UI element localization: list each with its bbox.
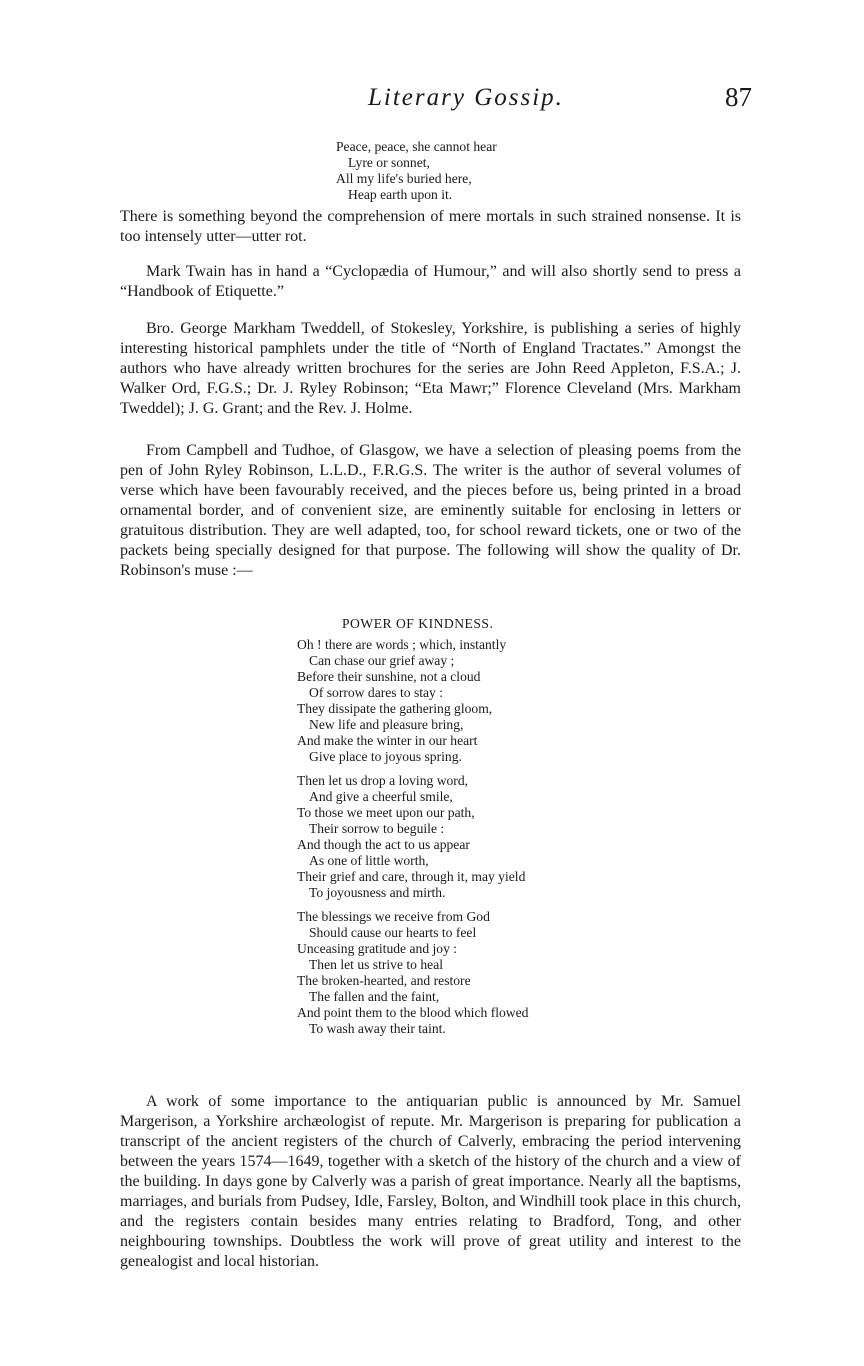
poem-line: To joyousness and mirth. [309,885,446,900]
poem-line: Should cause our hearts to feel [309,925,477,940]
poem-line: The broken-hearted, and restore [297,973,471,988]
paragraph-mark-twain [120,262,741,302]
poem-line: Then let us drop a loving word, [297,773,469,788]
poem-title: POWER OF KINDNESS. [342,616,494,631]
poem-line: And give a cheerful smile, [309,789,453,804]
poem-line: As one of little worth, [309,853,429,868]
poem-line: Unceasing gratitude and joy : [297,941,458,956]
running-title: Literary Gossip. [368,84,564,111]
paragraph: Bro. George Markham Tweddell, of Stokesley, Yorkshire, is publishing a series of highly interesting historical pamphlets under the title of “North of England Tractates.” Amongst the authors who have already written brochures for the series are John Reed Appleton, F.S.A.; J. Walker Ord, F.G.S.; Dr. J. Ryley Robinson; “Eta Mawr;” Florence Cleveland (Mrs. Markham Tweddel); J. G. Grant; and the Rev. J. Holme. [120,320,741,417]
poem-stanza-2 [297,773,525,901]
verse-line: Heap earth upon it. [348,187,453,202]
poem-line: Then let us strive to heal [309,957,444,972]
paragraph-margerison [120,1092,741,1272]
paragraph-rot [120,207,741,247]
poem-line: The blessings we receive from God [297,909,490,924]
poem-line: And make the winter in our heart [297,733,478,748]
poem-line: Before their sunshine, not a cloud [297,669,481,684]
poem-stanza-3 [297,909,528,1037]
poem-line: The fallen and the faint, [309,989,440,1004]
poem-line: And though the act to us appear [297,837,470,852]
paragraph: There is something beyond the comprehension of mere mortals in such strained nonsense. It is too intensely utter—utter rot. [120,208,741,245]
paragraph-robinson [120,441,741,581]
paragraph: A work of some importance to the antiquarian public is announced by Mr. Samuel Margerison, a Yorkshire archæologist of repute. Mr. Margerison is preparing for publication a transcript of the ancient registers of the church of Calverly, embracing the period intervening between the years 1574—1649, together with a sketch of the history of the church and a view of the building. In days gone by Calverly was a parish of great importance. Nearly all the baptisms, marriages, and burials from Pudsey, Idle, Farsley, Bolton, and Windhill took place in this church, and the registers contain besides many entries relating to Bradford, Tong, and other neighbouring townships. Doubtless the work will prove of great utility and interest to the genealogist and local historian. [120,1093,741,1270]
poem-line: To wash away their taint. [309,1021,446,1036]
paragraph: From Campbell and Tudhoe, of Glasgow, we have a selection of pleasing poems from the pen of John Ryley Robinson, L.L.D., F.R.G.S. The writer is the author of several volumes of verse which have been favourably received, and the pieces before us, being printed in a broad ornamental border, and of convenient size, are eminently suitable for enclosing in letters or gratuitous distribution. They are well adapted, too, for school reward tickets, one or two of the packets being specially designed for that purpose. The following will show the quality of Dr. Robinson's muse :— [120,442,741,579]
running-head [0,84,864,118]
verse-line: All my life's buried here, [336,171,472,186]
verse-line: Peace, peace, she cannot hear [336,139,497,154]
poem-line: Of sorrow dares to stay : [309,685,444,700]
poem-line: Give place to joyous spring. [309,749,462,764]
poem-line: Their sorrow to beguile : [309,821,445,836]
poem-line: To those we meet upon our path, [297,805,475,820]
poem-line: New life and pleasure bring, [309,717,464,732]
page-number: 87 [725,82,752,112]
verse-line: Lyre or sonnet, [348,155,430,170]
poem-line: And point them to the blood which flowed [297,1005,529,1020]
paragraph-tweddell [120,319,741,419]
poem-line: Oh ! there are words ; which, instantly [297,637,507,652]
poem-stanza-1 [297,637,506,765]
poem-line: They dissipate the gathering gloom, [297,701,493,716]
opening-verse [336,139,497,203]
poem-line: Can chase our grief away ; [309,653,455,668]
paragraph: Mark Twain has in hand a “Cyclopædia of Humour,” and will also shortly send to press a “Handbook of Etiquette.” [120,263,741,300]
poem-line: Their grief and care, through it, may yield [297,869,526,884]
